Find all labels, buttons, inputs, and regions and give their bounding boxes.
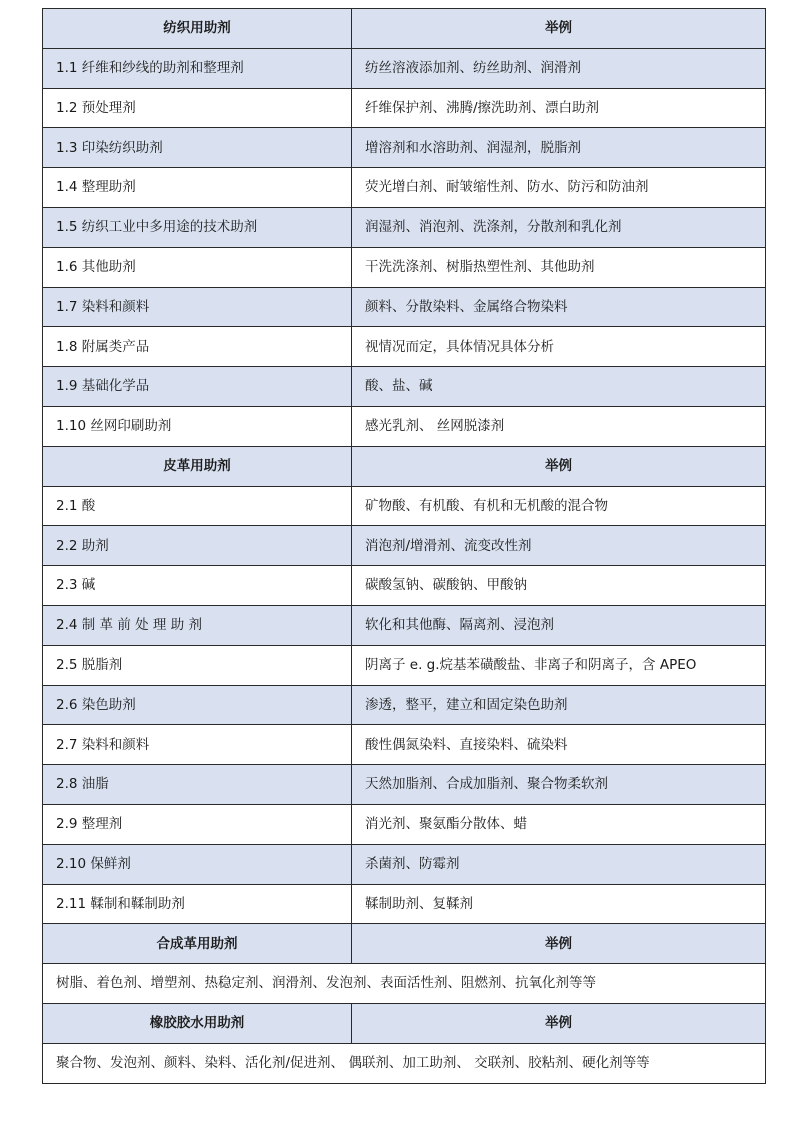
examples-cell: 荧光增白剂、耐皱缩性剂、防水、防污和防油剂	[352, 168, 766, 208]
category-cell: 2.3 碱	[43, 566, 352, 606]
category-header: 橡胶胶水用助剂	[43, 1003, 352, 1043]
examples-cell: 软化和其他酶、隔离剂、浸泡剂	[352, 605, 766, 645]
table-row	[43, 327, 766, 367]
category-cell: 2.5 脱脂剂	[43, 645, 352, 685]
table-row	[43, 367, 766, 407]
examples-cell: 干洗洗涤剂、树脂热塑性剂、其他助剂	[352, 247, 766, 287]
table-row	[43, 685, 766, 725]
examples-cell: 颜料、分散染料、金属络合物染料	[352, 287, 766, 327]
examples-cell: 视情况而定，具体情况具体分析	[352, 327, 766, 367]
examples-cell: 酸、盐、碱	[352, 367, 766, 407]
category-header: 纺织用助剂	[43, 9, 352, 49]
category-cell: 2.2 助剂	[43, 526, 352, 566]
table-row	[43, 128, 766, 168]
category-header: 皮革用助剂	[43, 446, 352, 486]
category-cell: 2.1 酸	[43, 486, 352, 526]
table-row	[43, 964, 766, 1004]
table-row	[43, 605, 766, 645]
category-cell: 2.10 保鲜剂	[43, 844, 352, 884]
examples-cell: 纺丝溶液添加剂、纺丝助剂、润滑剂	[352, 48, 766, 88]
examples-cell: 润湿剂、消泡剂、洗涤剂，分散剂和乳化剂	[352, 207, 766, 247]
examples-cell: 阴离子 e. g.烷基苯磺酸盐、非离子和阴离子，含 APEO	[352, 645, 766, 685]
table-row	[43, 765, 766, 805]
examples-header: 举例	[352, 9, 766, 49]
examples-cell: 鞣制助剂、复鞣剂	[352, 884, 766, 924]
examples-cell: 消泡剂/增滑剂、流变改性剂	[352, 526, 766, 566]
section-header-rubber-glue	[43, 1003, 766, 1043]
examples-cell: 增溶剂和水溶助剂、润湿剂，脱脂剂	[352, 128, 766, 168]
examples-cell: 渗透，整平，建立和固定染色助剂	[352, 685, 766, 725]
category-cell: 1.5 纺织工业中多用途的技术助剂	[43, 207, 352, 247]
table-row	[43, 844, 766, 884]
examples-header: 举例	[352, 1003, 766, 1043]
category-cell: 1.6 其他助剂	[43, 247, 352, 287]
examples-cell: 感光乳剂、 丝网脱漆剂	[352, 406, 766, 446]
examples-cell: 酸性偶氮染料、直接染料、硫染料	[352, 725, 766, 765]
examples-cell: 碳酸氢钠、碳酸钠、甲酸钠	[352, 566, 766, 606]
table-row	[43, 168, 766, 208]
table-row	[43, 48, 766, 88]
category-cell: 2.7 染料和颜料	[43, 725, 352, 765]
table-row	[43, 645, 766, 685]
section-header-leather	[43, 446, 766, 486]
category-cell: 1.2 预处理剂	[43, 88, 352, 128]
examples-cell: 树脂、着色剂、增塑剂、热稳定剂、润滑剂、发泡剂、表面活性剂、阻燃剂、抗氧化剂等等	[43, 964, 766, 1004]
category-cell: 1.4 整理助剂	[43, 168, 352, 208]
section-header-synthetic-leather	[43, 924, 766, 964]
section-header-textile	[43, 9, 766, 49]
category-cell: 2.11 鞣制和鞣制助剂	[43, 884, 352, 924]
category-cell: 1.7 染料和颜料	[43, 287, 352, 327]
table-row	[43, 88, 766, 128]
table-row	[43, 406, 766, 446]
category-cell: 1.8 附属类产品	[43, 327, 352, 367]
table-row	[43, 1043, 766, 1083]
category-cell: 2.4 制 革 前 处 理 助 剂	[43, 605, 352, 645]
table-row	[43, 526, 766, 566]
auxiliaries-table	[42, 8, 766, 1084]
table-row	[43, 207, 766, 247]
table-row	[43, 486, 766, 526]
table-row	[43, 566, 766, 606]
examples-cell: 纤维保护剂、沸腾/擦洗助剂、漂白助剂	[352, 88, 766, 128]
category-cell: 2.9 整理剂	[43, 804, 352, 844]
examples-cell: 矿物酸、有机酸、有机和无机酸的混合物	[352, 486, 766, 526]
examples-cell: 天然加脂剂、合成加脂剂、聚合物柔软剂	[352, 765, 766, 805]
category-cell: 2.8 油脂	[43, 765, 352, 805]
examples-header: 举例	[352, 446, 766, 486]
table-row	[43, 247, 766, 287]
category-cell: 1.3 印染纺织助剂	[43, 128, 352, 168]
examples-cell: 杀菌剂、防霉剂	[352, 844, 766, 884]
table-row	[43, 884, 766, 924]
table-row	[43, 804, 766, 844]
examples-cell: 聚合物、发泡剂、颜料、染料、活化剂/促进剂、 偶联剂、加工助剂、 交联剂、胶粘剂、硬化剂等等	[43, 1043, 766, 1083]
table-row	[43, 287, 766, 327]
category-cell: 1.9 基础化学品	[43, 367, 352, 407]
category-header: 合成革用助剂	[43, 924, 352, 964]
table-row	[43, 725, 766, 765]
category-cell: 1.1 纤维和纱线的助剂和整理剂	[43, 48, 352, 88]
examples-header: 举例	[352, 924, 766, 964]
examples-cell: 消光剂、聚氨酯分散体、蜡	[352, 804, 766, 844]
category-cell: 1.10 丝网印刷助剂	[43, 406, 352, 446]
category-cell: 2.6 染色助剂	[43, 685, 352, 725]
